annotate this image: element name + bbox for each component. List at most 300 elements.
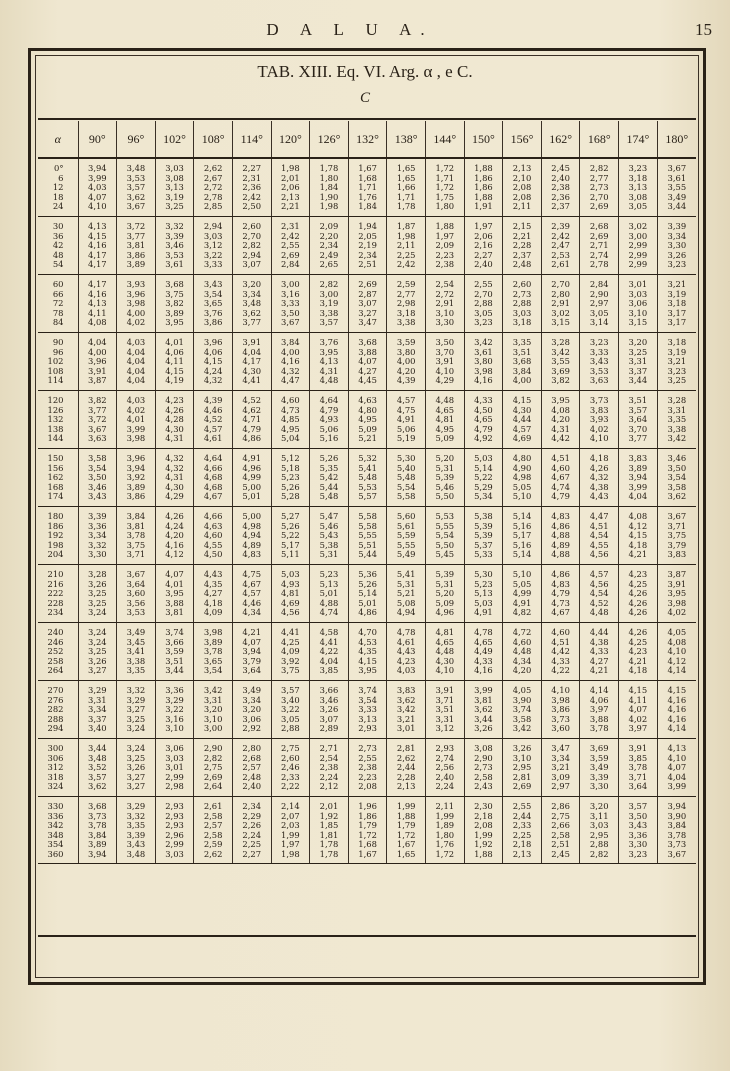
table-value: 1,98 (281, 163, 300, 173)
table-value: 4,10 (435, 365, 455, 376)
table-value: 5,37 (474, 539, 493, 550)
table-value: 3,44 (628, 375, 648, 386)
table-value: 3,03 (203, 230, 223, 241)
table-value: 5,14 (358, 588, 377, 599)
column-header: 162° (541, 121, 580, 158)
table-value: 3,30 (435, 317, 455, 328)
table-value: 4,18 (589, 453, 609, 463)
table-value: 3,37 (628, 365, 648, 376)
table-value: 4,65 (435, 404, 455, 415)
table-value: 4,60 (551, 462, 570, 473)
table-value: 3,86 (126, 491, 146, 502)
table-value: 3,50 (435, 337, 455, 347)
table-value: 2,39 (551, 221, 570, 231)
table-value: 4,03 (126, 395, 146, 405)
table-value: 4,64 (319, 395, 339, 405)
table-value: 3,82 (551, 375, 570, 386)
table-value: 3,31 (667, 404, 687, 415)
table-value: 4,23 (396, 655, 416, 666)
table-value: 3,11 (589, 810, 609, 821)
table-value: 4,10 (667, 646, 687, 657)
table-value: 2,38 (551, 182, 570, 193)
value-cell (580, 217, 619, 275)
row-group (38, 681, 696, 739)
arg-value: 354 (47, 839, 64, 850)
table-value: 1,88 (474, 848, 493, 859)
table-value: 4,60 (281, 395, 300, 405)
table-value: 4,32 (281, 365, 300, 376)
table-value: 4,32 (203, 375, 223, 386)
value-cell (541, 739, 580, 797)
table-value: 4,66 (203, 511, 223, 521)
table-value: 3,39 (126, 829, 146, 840)
arg-value: 192 (47, 530, 64, 541)
table-value: 4,04 (126, 346, 146, 357)
table-value: 4,93 (281, 578, 300, 589)
table-value: 3,54 (203, 288, 223, 299)
value-cell (232, 681, 271, 739)
table-value: 4,11 (165, 356, 184, 367)
table-value: 2,60 (281, 752, 300, 763)
value-cell (155, 797, 194, 864)
table-value: 3,15 (551, 317, 570, 328)
table-value: 3,20 (242, 279, 262, 289)
table-value: 5,28 (281, 491, 300, 502)
table-value: 2,10 (512, 172, 532, 183)
table-value: 4,16 (165, 539, 184, 550)
table-value: 4,86 (551, 569, 570, 579)
table-value: 3,36 (628, 829, 648, 840)
value-cell (271, 681, 310, 739)
table-value: 1,72 (358, 829, 377, 840)
table-value: 4,63 (203, 520, 223, 531)
table-value: 4,68 (203, 472, 223, 483)
value-cell (348, 797, 387, 864)
table-value: 3,95 (319, 346, 339, 357)
table-value: 5,34 (474, 491, 493, 502)
table-value: 4,20 (512, 665, 532, 676)
table-value: 2,78 (203, 191, 223, 202)
table-value: 2,37 (512, 249, 532, 260)
table-value: 3,91 (87, 365, 107, 376)
value-cell (541, 507, 580, 565)
table-value: 2,88 (474, 298, 493, 309)
table-value: 4,53 (358, 636, 377, 647)
table-value: 3,90 (667, 810, 687, 821)
table-value: 3,18 (667, 298, 687, 309)
table-value: 4,04 (667, 771, 687, 782)
table-value: 4,04 (126, 375, 146, 386)
table-value: 2,22 (281, 781, 300, 792)
table-value: 2,99 (165, 839, 184, 850)
table-value: 2,73 (512, 288, 532, 299)
table-value: 5,20 (435, 453, 455, 463)
value-cell (194, 797, 233, 864)
table-value: 4,50 (474, 404, 493, 415)
table-value: 4,04 (87, 337, 107, 347)
table-value: 4,16 (474, 375, 493, 386)
table-value: 5,41 (358, 462, 377, 473)
column-header: 108° (194, 121, 233, 158)
table-value: 3,91 (435, 685, 455, 695)
table-value: 2,82 (589, 848, 609, 859)
table-value: 4,35 (358, 646, 377, 657)
arg-value: 156 (47, 462, 64, 473)
table-value: 2,59 (396, 279, 416, 289)
table-value: 4,27 (358, 365, 377, 376)
table-value: 2,62 (203, 848, 223, 859)
table-value: 2,15 (512, 221, 532, 231)
table-value: 3,54 (667, 472, 687, 483)
table-value: 3,75 (165, 288, 184, 299)
value-cell (657, 681, 696, 739)
table-value: 4,69 (281, 597, 300, 608)
arg-value: 138 (47, 423, 64, 434)
table-value: 3,83 (589, 404, 609, 415)
table-value: 4,67 (203, 491, 223, 502)
table-value: 4,67 (242, 578, 262, 589)
table-value: 3,95 (165, 317, 184, 328)
table-value: 1,88 (435, 221, 455, 231)
table-value: 3,26 (87, 578, 107, 589)
table-value: 4,43 (203, 569, 223, 579)
table-value: 3,50 (628, 810, 648, 821)
arg-value: 336 (47, 810, 64, 821)
table-value: 4,79 (242, 423, 262, 434)
table-value: 2,38 (319, 762, 339, 773)
arg-cell (38, 158, 78, 217)
table-value: 2,28 (396, 771, 416, 782)
table-value: 3,89 (87, 839, 107, 850)
row-group (38, 391, 696, 449)
table-value: 5,42 (319, 472, 339, 483)
table-value: 3,68 (165, 279, 184, 289)
table-value: 5,16 (319, 433, 339, 444)
table-value: 3,88 (165, 597, 184, 608)
table-value: 5,50 (435, 491, 455, 502)
table-value: 4,99 (242, 472, 262, 483)
table-value: 3,53 (126, 607, 146, 618)
table-value: 5,58 (396, 491, 416, 502)
table-value: 5,13 (474, 588, 493, 599)
table-value: 2,82 (242, 240, 262, 251)
value-cell (78, 565, 117, 623)
table-value: 3,13 (358, 713, 377, 724)
table-value: 2,68 (589, 221, 609, 231)
table-value: 2,24 (319, 771, 339, 782)
table-value: 3,05 (628, 201, 648, 212)
table-value: 5,01 (319, 588, 339, 599)
table-value: 2,19 (358, 240, 377, 251)
table-value: 3,10 (628, 307, 648, 318)
table-value: 4,22 (319, 646, 339, 657)
table-value: 4,56 (589, 578, 609, 589)
value-cell (117, 507, 156, 565)
value-cell (619, 333, 658, 391)
table-value: 5,19 (396, 433, 416, 444)
table-value: 3,91 (628, 743, 648, 753)
table-value: 5,55 (435, 520, 455, 531)
table-value: 2,61 (203, 801, 223, 811)
table-value: 4,24 (165, 520, 184, 531)
table-value: 3,44 (165, 665, 184, 676)
table-value: 5,58 (358, 520, 377, 531)
table-value: 5,26 (281, 520, 300, 531)
arg-value: 324 (47, 781, 64, 792)
table-value: 2,36 (551, 191, 570, 202)
table-value: 3,81 (126, 520, 146, 531)
column-header: 174° (619, 121, 658, 158)
row-group (38, 275, 696, 333)
table-value: 5,50 (435, 539, 455, 550)
table-value: 4,43 (589, 491, 609, 502)
row-group (38, 158, 696, 217)
table-value: 3,28 (667, 395, 687, 405)
table-value: 4,80 (358, 404, 377, 415)
value-cell (580, 275, 619, 333)
table-value: 3,20 (589, 801, 609, 811)
table-value: 3,00 (319, 288, 339, 299)
table-value: 3,43 (589, 356, 609, 367)
table-value: 2,99 (628, 249, 648, 260)
value-cell (387, 217, 426, 275)
table-value: 3,32 (126, 810, 146, 821)
table-value: 3,94 (126, 462, 146, 473)
value-cell (464, 275, 503, 333)
table-value: 3,57 (281, 685, 300, 695)
arg-cell (38, 275, 78, 333)
arg-value: 312 (47, 762, 64, 773)
arg-cell (38, 739, 78, 797)
table-value: 3,58 (87, 453, 107, 463)
table-value: 3,01 (396, 723, 416, 734)
table-value: 4,04 (126, 365, 146, 376)
table-value: 4,25 (628, 636, 648, 647)
table-value: 2,73 (589, 182, 609, 193)
table-value: 3,42 (667, 433, 687, 444)
table-value: 5,03 (474, 453, 493, 463)
table-value: 3,96 (126, 453, 146, 463)
table-value: 2,71 (319, 743, 339, 753)
table-value: 3,79 (667, 539, 687, 550)
value-cell (155, 333, 194, 391)
arg-value: 276 (47, 694, 64, 705)
table-value: 2,74 (435, 752, 455, 763)
table-value: 3,12 (203, 240, 223, 251)
table-value: 3,44 (474, 713, 493, 724)
table-value: 2,44 (396, 762, 416, 773)
table-value: 3,84 (126, 511, 146, 521)
table-value: 2,14 (281, 801, 300, 811)
table-value: 3,67 (667, 848, 687, 859)
value-cell (155, 217, 194, 275)
table-value: 4,15 (628, 685, 648, 695)
table-value: 4,49 (474, 646, 493, 657)
arg-value: 204 (47, 549, 64, 560)
arg-value: 96 (52, 346, 64, 357)
arg-value: 42 (52, 240, 64, 251)
table-value: 4,00 (512, 375, 532, 386)
arg-value: 168 (47, 481, 64, 492)
table-value: 3,79 (242, 655, 262, 666)
table-value: 4,80 (512, 453, 532, 463)
table-value: 2,95 (589, 829, 609, 840)
table-value: 4,32 (589, 472, 609, 483)
table-value: 4,75 (242, 569, 262, 579)
table-value: 3,91 (242, 337, 262, 347)
value-cell (580, 681, 619, 739)
table-value: 4,27 (589, 655, 609, 666)
table-value: 2,11 (512, 201, 532, 212)
table-value: 3,87 (87, 375, 107, 386)
table-value: 4,98 (242, 520, 262, 531)
table-title: TAB. XIII. Eq. VI. Arg. α , e C. (257, 62, 473, 81)
table-value: 4,60 (512, 636, 532, 647)
table-value: 3,42 (203, 685, 223, 695)
table-value: 1,78 (396, 201, 416, 212)
table-value: 2,27 (242, 848, 262, 859)
table-value: 4,47 (589, 511, 609, 521)
table-value: 4,71 (242, 414, 262, 425)
table-value: 3,67 (126, 569, 146, 579)
table-value: 5,09 (358, 423, 377, 434)
table-value: 2,97 (551, 781, 570, 792)
table-value: 3,29 (126, 801, 146, 811)
value-cell (657, 507, 696, 565)
table-value: 3,01 (628, 279, 648, 289)
value-cell (503, 565, 542, 623)
table-value: 3,51 (628, 395, 648, 405)
value-cell (426, 217, 465, 275)
table-value: 4,86 (358, 607, 377, 618)
table-value: 2,06 (281, 182, 300, 193)
arg-value: 54 (52, 259, 64, 270)
table-value: 4,74 (319, 607, 339, 618)
row-group (38, 217, 696, 275)
table-value: 4,03 (87, 182, 107, 193)
table-value: 2,69 (203, 771, 223, 782)
table-value: 4,57 (512, 423, 532, 434)
table-value: 3,26 (667, 249, 687, 260)
table-value: 4,16 (667, 704, 687, 715)
table-value: 5,38 (319, 539, 339, 550)
table-value: 5,39 (474, 520, 493, 531)
value-cell (541, 623, 580, 681)
table-value: 2,93 (358, 723, 377, 734)
table-value: 5,61 (396, 520, 416, 531)
arg-value: 144 (47, 433, 64, 444)
table-value: 4,32 (165, 453, 184, 463)
value-cell (464, 739, 503, 797)
table-value: 4,44 (589, 627, 609, 637)
value-cell (232, 449, 271, 507)
table-value: 4,57 (396, 395, 416, 405)
table-value: 2,73 (358, 743, 377, 753)
value-cell (78, 739, 117, 797)
table-value: 2,91 (435, 298, 455, 309)
table-value: 4,25 (281, 636, 300, 647)
table-value: 3,27 (126, 771, 146, 782)
table-value: 4,52 (589, 597, 609, 608)
table-value: 2,60 (512, 279, 532, 289)
value-cell (310, 217, 349, 275)
value-cell (232, 507, 271, 565)
table-value: 5,53 (435, 511, 455, 521)
table-value: 3,55 (551, 356, 570, 367)
table-value: 3,48 (126, 163, 146, 173)
table-value: 1,78 (319, 163, 339, 173)
table-value: 3,48 (242, 298, 262, 309)
table-value: 3,01 (165, 762, 184, 773)
table-value: 3,54 (203, 665, 223, 676)
table-value: 3,94 (87, 163, 107, 173)
value-cell (310, 739, 349, 797)
table-value: 3,46 (165, 240, 184, 251)
arg-value: 24 (52, 201, 64, 212)
table-value: 3,89 (203, 636, 223, 647)
table-value: 3,49 (589, 762, 609, 773)
table-value: 5,26 (319, 453, 339, 463)
table-value: 1,84 (358, 201, 377, 212)
table-value: 4,79 (551, 491, 570, 502)
table-value: 3,89 (126, 481, 146, 492)
table-value: 5,40 (396, 462, 416, 473)
table-value: 4,68 (203, 481, 223, 492)
table-value: 4,57 (242, 588, 262, 599)
table-value: 4,91 (474, 607, 493, 618)
table-value: 3,03 (165, 752, 184, 763)
table-value: 4,30 (512, 404, 532, 415)
table-value: 3,47 (551, 743, 570, 753)
table-value: 1,78 (319, 839, 339, 850)
value-cell (78, 333, 117, 391)
table-value: 1,78 (319, 848, 339, 859)
value-cell (232, 565, 271, 623)
value-cell (348, 739, 387, 797)
table-value: 4,07 (667, 762, 687, 773)
value-cell (194, 739, 233, 797)
table-value: 4,31 (165, 472, 184, 483)
table-value: 4,44 (512, 414, 532, 425)
arg-value: 228 (47, 597, 64, 608)
table-value: 4,56 (589, 549, 609, 560)
value-cell (426, 623, 465, 681)
value-cell (117, 275, 156, 333)
table-value: 4,16 (474, 665, 493, 676)
table-value: 2,30 (474, 801, 493, 811)
table-value: 3,18 (628, 172, 648, 183)
table-value: 3,31 (203, 694, 223, 705)
table-value: 2,34 (358, 249, 377, 260)
table-value: 1,97 (435, 230, 455, 241)
table-value: 3,62 (474, 704, 493, 715)
table-value: 2,25 (242, 839, 262, 850)
table-value: 5,13 (319, 578, 339, 589)
table-value: 3,03 (165, 848, 184, 859)
column-header: 120° (271, 121, 310, 158)
table-value: 3,05 (281, 713, 300, 724)
table-value: 2,21 (281, 201, 300, 212)
page-number: 15 (695, 20, 712, 39)
table-value: 2,77 (589, 172, 609, 183)
table-value: 3,18 (667, 337, 687, 347)
table-value: 4,83 (242, 549, 262, 560)
table-value: 1,68 (358, 839, 377, 850)
table-value: 5,23 (281, 472, 300, 483)
table-value: 5,55 (358, 530, 377, 541)
table-value: 3,90 (512, 694, 532, 705)
table-value: 2,46 (281, 762, 300, 773)
